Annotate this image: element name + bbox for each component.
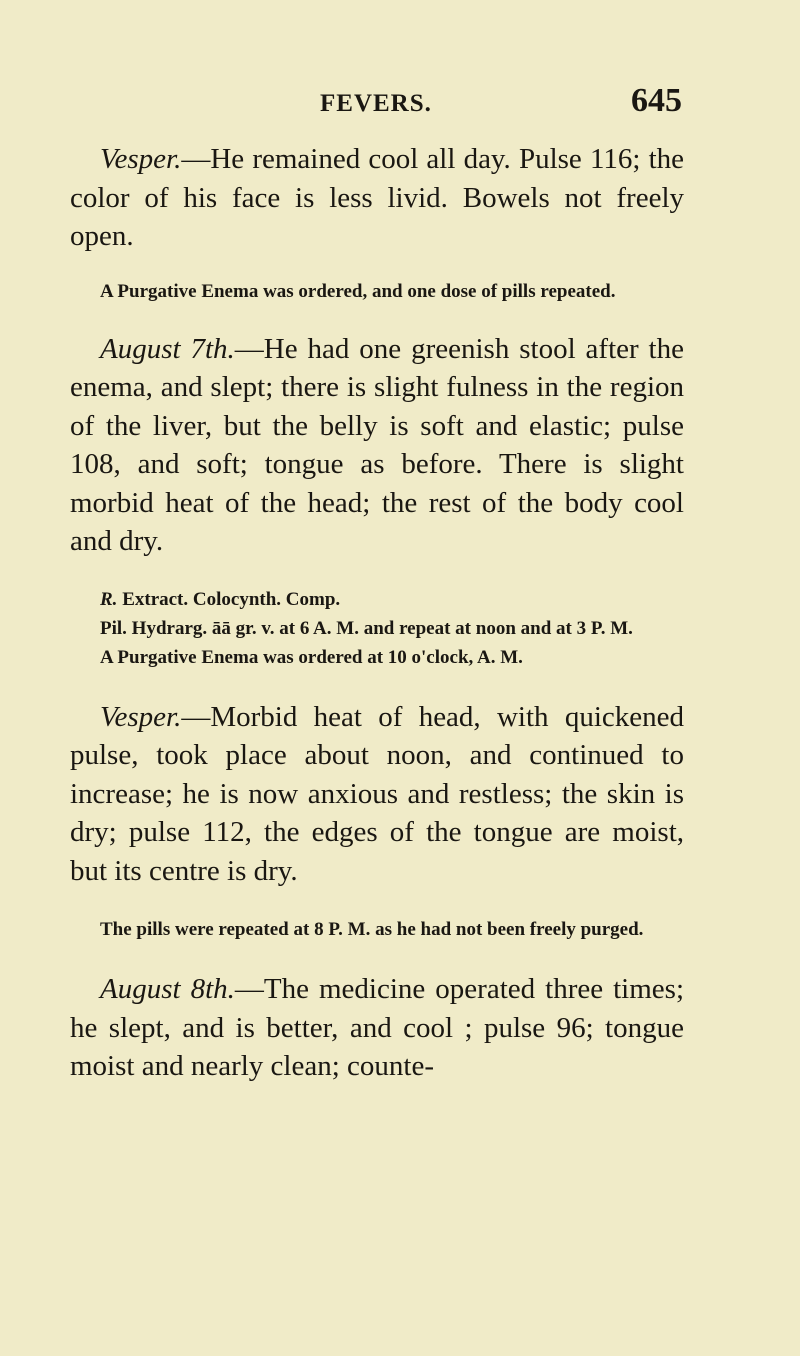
prescription-line: Pil. Hydrarg. āā gr. v. at 6 A. M. and repeat at noon and at 3 P. M.: [100, 617, 633, 639]
prescription-line: A Purgative Enema was ordered at 10 o'clock, A. M.: [100, 646, 523, 668]
paragraph-text: —He had one greenish stool after the enema, and slept; there is slight fulness in the region of the liver, but the belly is soft and elastic; pulse 108, and soft; tongue as before. There is slight morbid heat of the head; the rest of the body cool and dry.: [70, 332, 684, 557]
paragraph-lead: August 7th.: [100, 332, 235, 365]
prescription-line: [70, 585, 684, 614]
running-head: [70, 82, 682, 122]
paragraph-vesper-1: [70, 140, 684, 256]
paragraph-august-7th: [70, 330, 684, 561]
paragraph-text: —The medicine operated three times; he slept, and is better, and cool ; pulse 96; tongue moist and nearly clean; counte-: [70, 973, 684, 1082]
body-text: [70, 140, 684, 1086]
paragraph-august-8th: [70, 970, 684, 1086]
note-purgative-enema: A Purgative Enema was ordered, and one dose of pills repeated.: [100, 280, 616, 302]
running-title: FEVERS.: [320, 90, 432, 117]
page-number: 645: [631, 82, 682, 119]
paragraph-text: —Morbid heat of head, with quickened pulse, took place about noon, and continued to increase; he is now anxious and restless; the skin is dry; pulse 112, the edges of the tongue are moist, but its centre is dry.: [70, 700, 684, 887]
prescription-text: Extract. Colocynth. Comp.: [117, 588, 341, 610]
paragraph-lead: August 8th.: [100, 973, 235, 1005]
note-pills-repeated: The pills were repeated at 8 P. M. as he had not been freely purged.: [100, 919, 644, 940]
paragraph-lead: Vesper.: [100, 143, 182, 175]
paragraph-text: —He remained cool all day. Pulse 116; the color of his face is less livid. Bowels not freely open.: [70, 143, 684, 252]
prescription: [70, 585, 684, 672]
paragraph-vesper-2: [70, 698, 684, 891]
paragraph-lead: Vesper.: [100, 700, 182, 733]
recipe-symbol: R.: [100, 588, 118, 610]
